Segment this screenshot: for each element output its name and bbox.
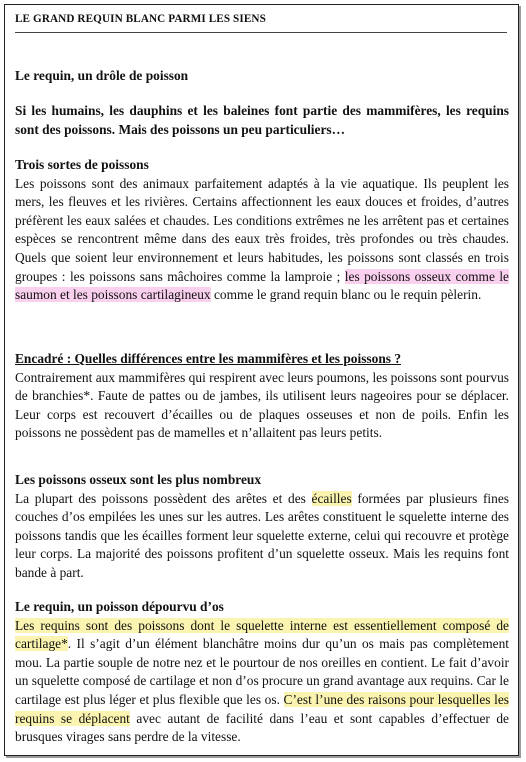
section-heading: Trois sortes de poissons [15,157,149,172]
highlighted-text: Les requins sont des poissons dont le squelette interne est essentiellement composé de cartilage* [15,617,509,652]
body-text: . Il s’agit d’un élément blanchâtre moins dur qu’un os mais pas complètement mou. La partie souple de notre nez et le pourtour de nos oreilles en contient. Le fait d’avoir un squelette composé de cartilage et non d’os procure un grand avantage aux requins. Car le cartilage est plus léger et plus flexible que les os. [15,636,509,707]
document-page [4,4,519,756]
highlighted-text: écailles [311,490,352,506]
body-text: Les poissons sont des animaux parfaitement adaptés à la vie aquatique. Ils peuplent les mers, les fleuves et les rivières. Certains affectionnent les eaux douces et froides, d’autres préfèrent les eaux salées et chaudes. Les conditions extrêmes ne les arrêtent pas et certaines espèces se rencontrent même dans des eaux très froides, très profondes ou très chaudes. Quels que soient leur environnement et leurs habitudes, les poissons sont classés en trois groupes : les poissons sans mâchoires comme la lamproie ; [15,175,509,284]
document-title: LE GRAND REQUIN BLANC PARMI LES SIENS [15,13,266,25]
title-divider [15,32,507,33]
highlighted-text: les poissons osseux comme le saumon et les poissons cartilagineux [15,268,509,303]
section-boxed-differences [15,350,509,443]
section-heading: Le requin, un poisson dépourvu d’os [15,599,224,614]
main-heading: Le requin, un drôle de poisson [15,68,189,83]
section-shark-no-bones [15,598,509,747]
section-body [15,490,509,583]
section-heading: Les poissons osseux sont les plus nombreux [15,472,262,487]
intro-paragraph: Si les humains, les dauphins et les baleines font partie des mammifères, les requins sont des poissons. Mais des poissons un peu particuliers… [15,103,509,137]
section-bony-fish [15,471,509,583]
section-body [15,175,509,305]
highlighted-text: C’est l’une des raisons pour lesquelles les requins se déplacent [15,691,509,726]
body-text: La plupart des poissons possèdent des arêtes et des [15,490,312,506]
body-text: avec autant de facilité dans l’eau et sont capables d’effectuer de brusques virages sans perdre de la vitesse. [15,710,509,745]
section-heading: Encadré : Quelles différences entre les mammifères et les poissons ? [15,351,402,366]
section-three-kinds [15,156,509,305]
body-text: comme le grand requin blanc ou le requin pèlerin. [210,287,482,303]
section-body: Contrairement aux mammifères qui respirent avec leurs poumons, les poissons sont pourvus de branchies*. Faute de pattes ou de jambes, ils utilisent leurs nageoires pour se déplacer. Leur corps est recouvert d’écailles ou de plaques osseuses et non de poils. Enfin les poissons ne possèdent pas de mamelles et n’allaitent pas leurs petits. [15,369,509,441]
section-body [15,617,509,747]
body-text: formées par plusieurs fines couches d’os empilées les unes sur les autres. Les arêtes constituent le squelette interne des poissons tandis que les écailles forment leur squelette externe, celui qui recouvre et protège leur corps. La majorité des poissons profitent d’un squelette osseux. Mais les requins font bande à part. [15,490,510,580]
